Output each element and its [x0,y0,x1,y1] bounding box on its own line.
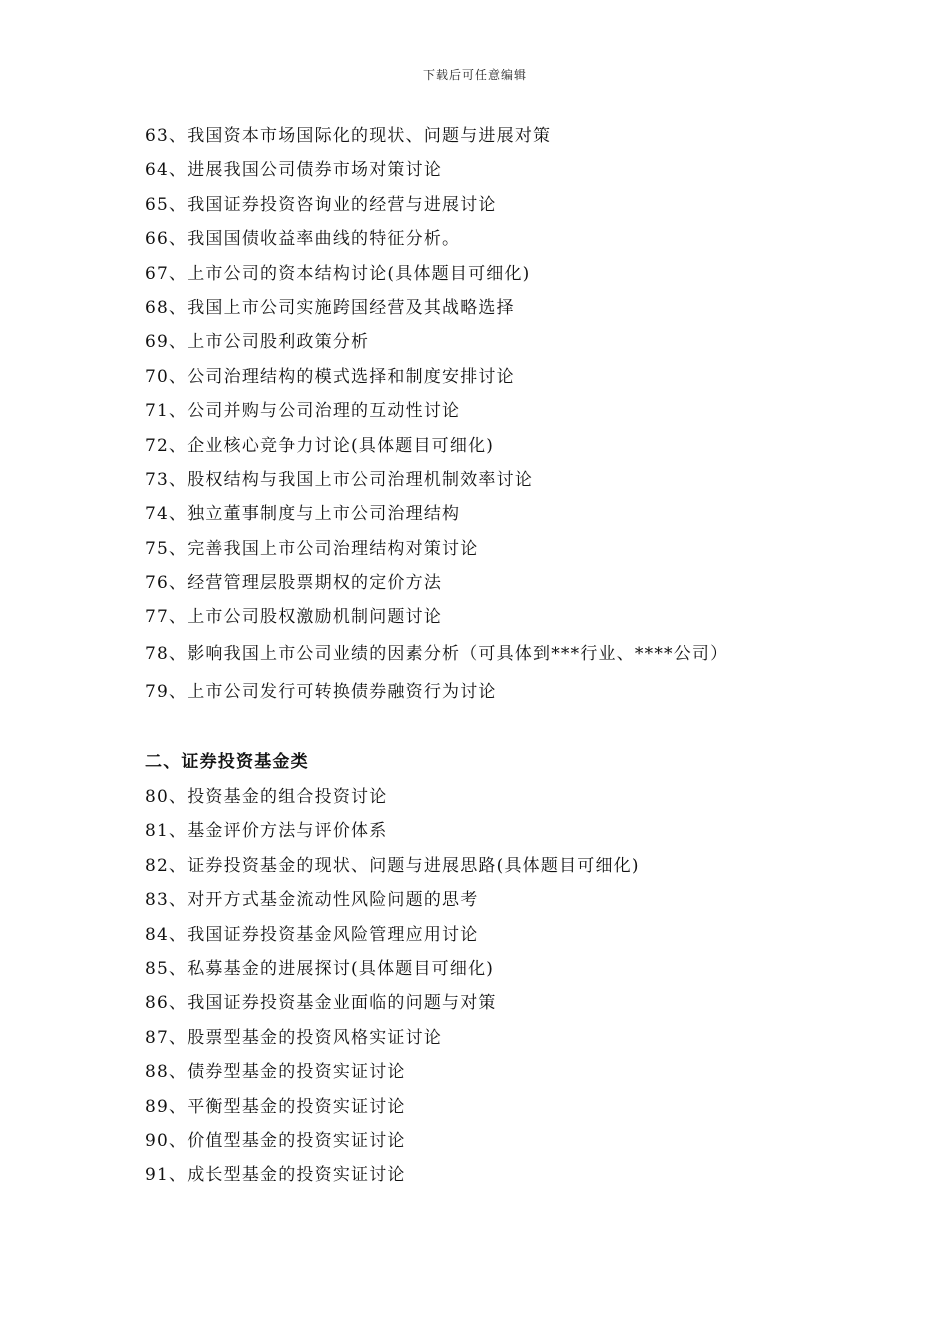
list-item: 63、我国资本市场国际化的现状、问题与进展对策 [145,126,552,146]
list-item: 69、上市公司股利政策分析 [145,332,370,353]
list-item: 67、上市公司的资本结构讨论(具体题目可细化) [145,263,531,284]
list-item: 73、股权结构与我国上市公司治理机制效率讨论 [145,469,534,490]
list-item: 79、上市公司发行可转换债券融资行为讨论 [145,681,497,702]
list-item: 71、公司并购与公司治理的互动性讨论 [145,401,461,422]
list-item: 83、对开方式基金流动性风险问题的思考 [145,890,479,911]
list-item: 77、上市公司股权激励机制问题讨论 [145,607,443,628]
list-item: 82、证券投资基金的现状、问题与进展思路(具体题目可细化) [145,855,640,876]
list-item: 72、企业核心竞争力讨论(具体题目可细化) [145,435,495,456]
list-item: 66、我国国债收益率曲线的特征分析。 [145,229,461,250]
list-item: 76、经营管理层股票期权的定价方法 [145,573,443,594]
list-item: 85、私募基金的进展探讨(具体题目可细化) [145,958,495,979]
list-item: 81、基金评价方法与评价体系 [145,821,388,842]
list-item: 70、公司治理结构的模式选择和制度安排讨论 [145,366,515,387]
list-item: 65、我国证券投资咨询业的经营与进展讨论 [145,194,497,215]
list-item: 90、价值型基金的投资实证讨论 [145,1130,406,1151]
list-item: 74、独立董事制度与上市公司治理结构 [145,504,461,525]
page-header: 下载后可任意编辑 [422,68,527,82]
list-item: 80、投资基金的组合投资讨论 [145,787,388,807]
list-item: 86、我国证券投资基金业面临的问题与对策 [145,993,497,1014]
list-item: 87、股票型基金的投资风格实证讨论 [145,1027,443,1048]
list-item: 89、平衡型基金的投资实证讨论 [145,1096,406,1117]
list-item: 78、影响我国上市公司业绩的因素分析（可具体到***行业、****公司） [145,643,729,664]
list-item: 84、我国证券投资基金风险管理应用讨论 [145,924,479,945]
list-item: 88、债券型基金的投资实证讨论 [145,1062,406,1083]
list-item: 75、完善我国上市公司治理结构对策讨论 [145,538,479,559]
list-item: 91、成长型基金的投资实证讨论 [145,1165,406,1186]
topic-list-section1 [145,119,728,711]
list-item: 68、我国上市公司实施跨国经营及其战略选择 [145,297,515,318]
section-heading: 二、证券投资基金类 [145,752,309,772]
list-item: 64、进展我国公司债券市场对策讨论 [145,160,443,181]
topic-list-section2 [145,780,640,1193]
